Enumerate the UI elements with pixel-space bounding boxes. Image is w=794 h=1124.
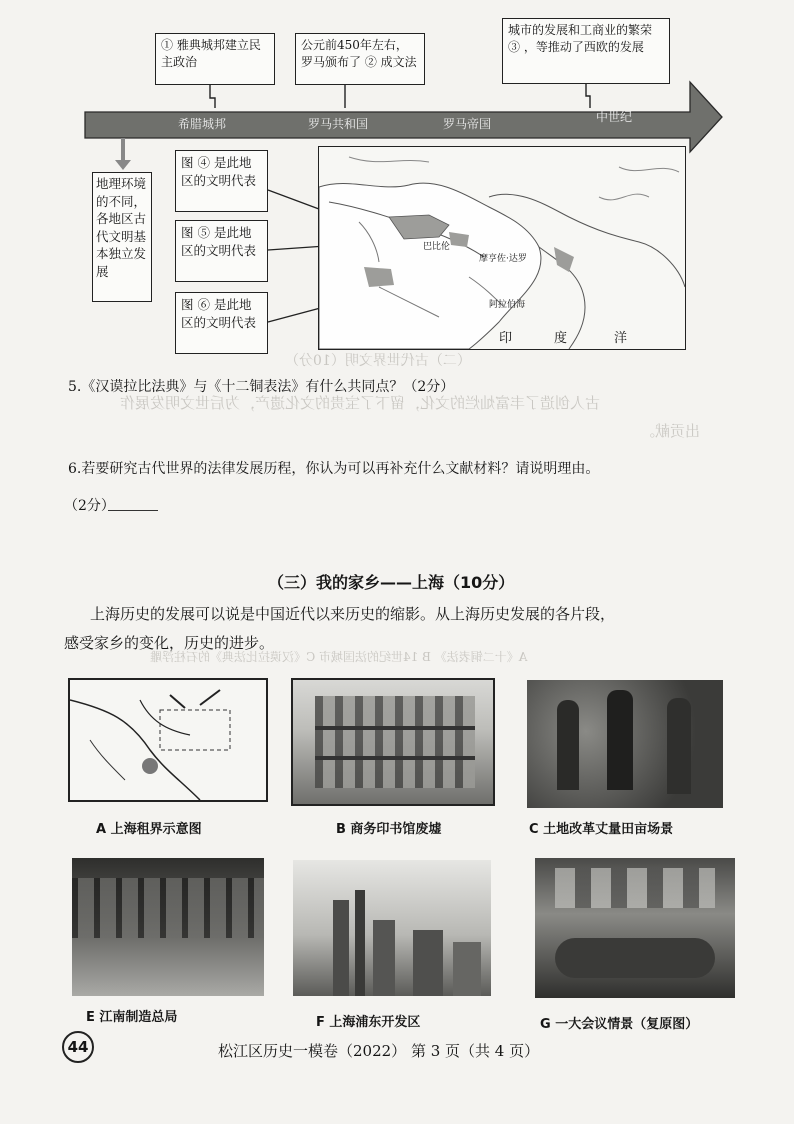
period-label: 罗马共和国 <box>308 117 369 131</box>
map-label: 洋 <box>614 331 628 346</box>
timeline-box-athens: ① 雅典城邦建立民主政治 <box>155 33 275 85</box>
photo-pudong <box>293 860 491 996</box>
caption-c: C 土地改革丈量田亩场景 <box>529 822 674 837</box>
photo-land-reform <box>527 680 723 808</box>
section-3-title: （三）我的家乡——上海（10分） <box>268 573 515 592</box>
question-5: 5.《汉谟拉比法典》与《十二铜表法》有什么共同点？（2分） <box>68 379 455 395</box>
question-6: 6.若要研究古代世界的法律发展历程，你认为可以再补充什么文献材料？请说明理由。 <box>68 461 600 477</box>
footer-text: 松江区历史一模卷（2022） 第 3 页（共 4 页） <box>218 1042 540 1060</box>
map-box-5: 图 ⑤ 是此地区的文明代表 <box>175 220 268 282</box>
caption-a: A 上海租界示意图 <box>96 822 202 837</box>
caption-b: B 商务印书馆废墟 <box>336 822 442 837</box>
page-number-circle: 44 <box>62 1031 94 1063</box>
geography-box: 地理环境的不同，各地区古代文明基本独立发展 <box>92 172 152 302</box>
caption-e: E 江南制造总局 <box>86 1010 178 1025</box>
bleed-through-heading: （二）古代世界文明（10分） <box>285 353 471 369</box>
timeline-box-rome-law: 公元前450年左右，罗马颁布了 ② 成文法 <box>295 33 425 85</box>
section-3-intro: 上海历史的发展可以说是中国近代以来历史的缩影。从上海历史发展的各片段， <box>90 605 616 623</box>
bleed-through-caption: A《十二铜表法》 B 14世纪的法国城市 C《汉谟拉比法典》的石柱浮雕 <box>150 650 528 664</box>
map-label: 摩亨佐·达罗 <box>479 254 527 264</box>
map-label: 巴比伦 <box>423 242 451 252</box>
period-label: 中世纪 <box>596 110 633 124</box>
map-label: 阿拉伯海 <box>489 300 526 310</box>
map-box-4: 图 ④ 是此地区的文明代表 <box>175 150 268 212</box>
caption-g: G 一大会议情景（复原图） <box>540 1017 699 1032</box>
photo-jiangnan-arsenal <box>72 858 264 996</box>
bleed-through-line: 古人创造了丰富灿烂的文化，留下了宝贵的文化遗产，为后世文明发展作 <box>120 394 601 412</box>
ancient-civilization-map <box>318 146 686 350</box>
period-label: 罗马帝国 <box>443 117 492 131</box>
timeline-box-medieval: 城市的发展和工商业的繁荣 ③ ，等推动了西欧的发展 <box>502 18 670 84</box>
caption-f: F 上海浦东开发区 <box>316 1015 421 1030</box>
map-drawing <box>319 147 685 349</box>
period-label: 希腊城邦 <box>178 117 227 131</box>
photo-commercial-press-ruins <box>291 678 495 806</box>
map-label: 度 <box>554 331 568 346</box>
section-3-intro: 感受家乡的变化，历史的进步。 <box>64 634 275 652</box>
photo-concession-map <box>68 678 268 802</box>
bleed-through-line: 出贡献。 <box>640 422 701 440</box>
answer-underline <box>108 510 158 511</box>
question-6-points: （2分） <box>64 498 115 514</box>
map-box-6: 图 ⑥ 是此地区的文明代表 <box>175 292 268 354</box>
photo-first-congress <box>535 858 735 998</box>
map-label: 印 <box>499 331 513 346</box>
